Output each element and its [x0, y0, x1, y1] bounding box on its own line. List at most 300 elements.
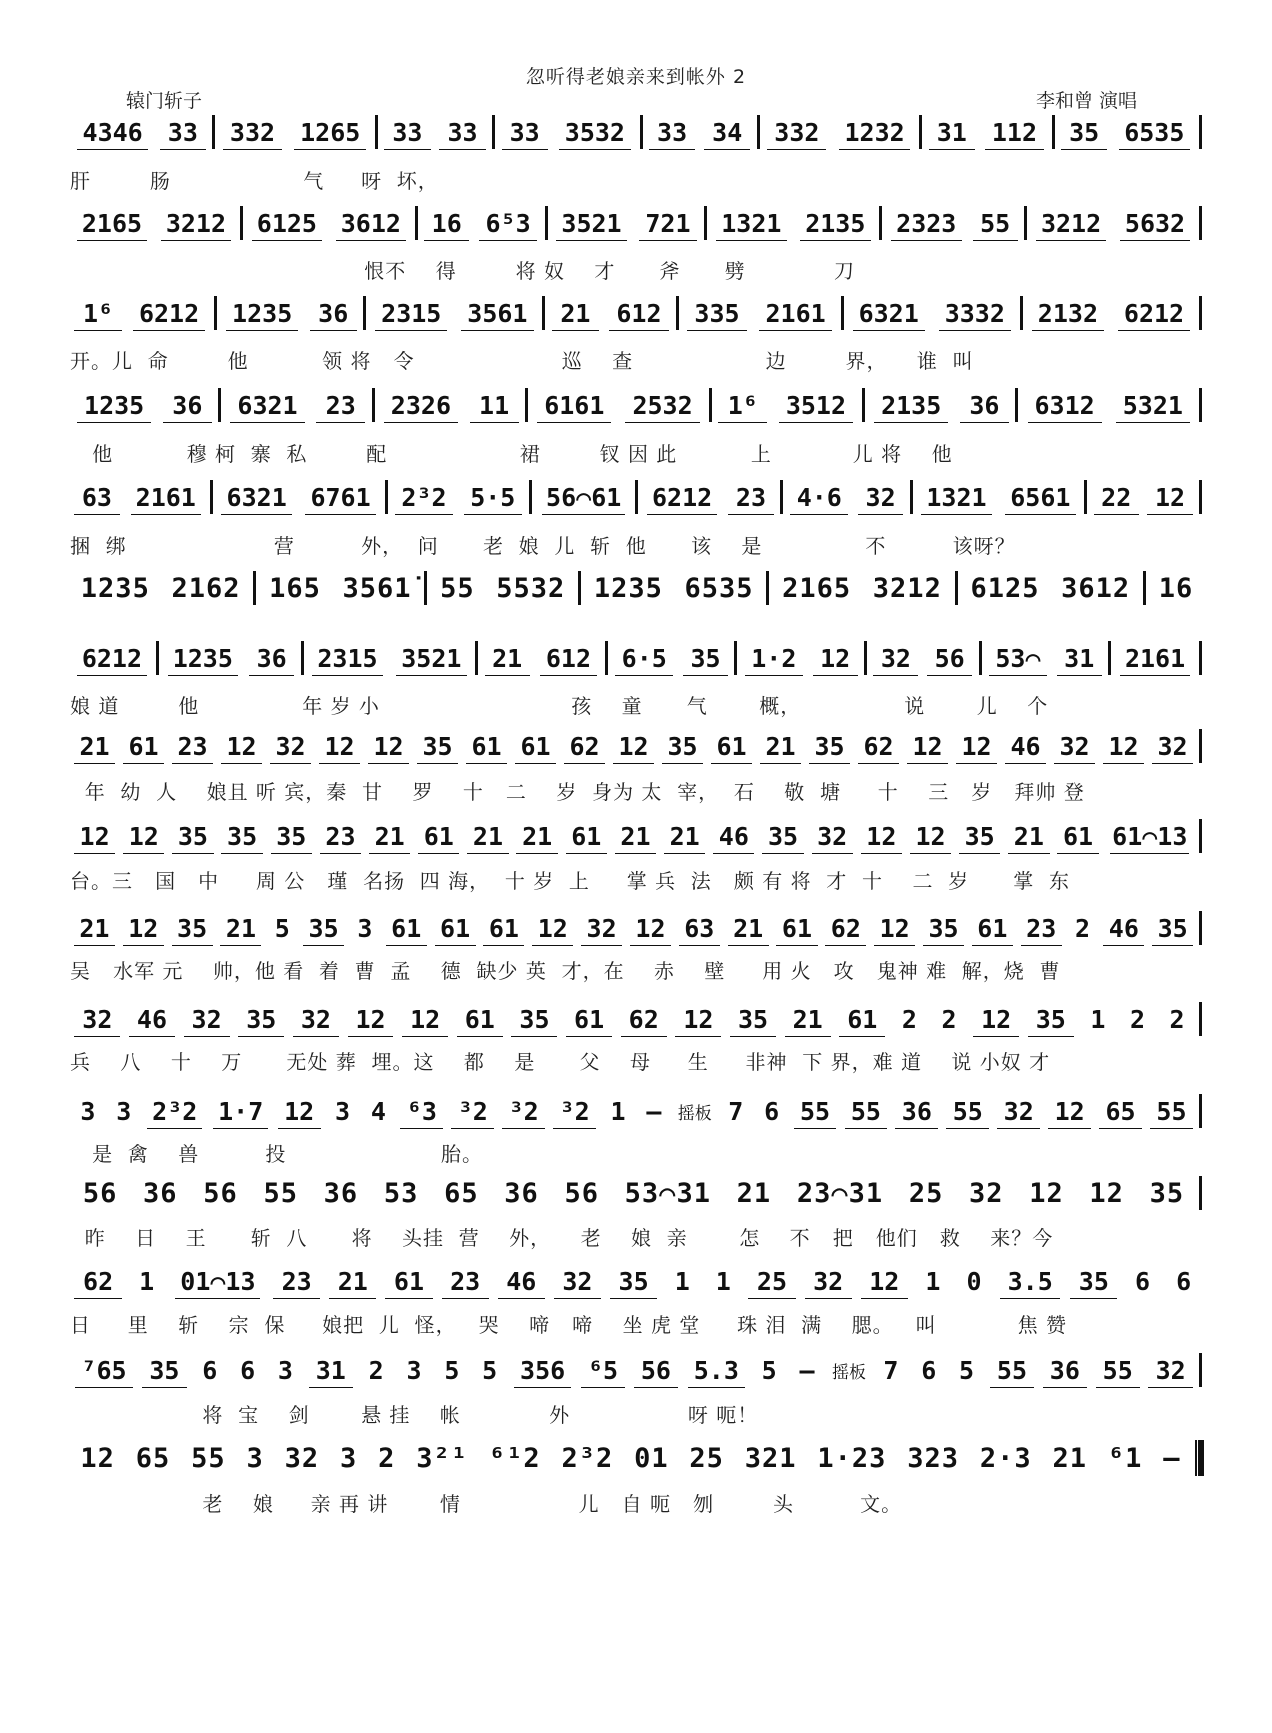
note-group: 1: [925, 1266, 941, 1296]
note-group: 35: [267, 822, 316, 851]
note-group: 6212: [70, 644, 154, 673]
note-group: 1321: [915, 483, 999, 512]
note-group: 12: [808, 644, 862, 673]
note-group: 35: [234, 1005, 289, 1034]
note-group: 55: [429, 573, 485, 604]
note-group: 36: [311, 1178, 371, 1209]
note-group: 21: [660, 822, 709, 851]
note-group: 61: [414, 822, 463, 851]
bar-line: [1199, 388, 1202, 422]
note-group: 55: [840, 1097, 891, 1126]
note-group: 56: [923, 644, 977, 673]
bar-line: [545, 206, 548, 240]
note-group: 2532: [618, 391, 706, 420]
note-group: 31: [924, 118, 979, 147]
note-group: 2161: [124, 483, 208, 512]
note-group: 7: [728, 1096, 744, 1126]
bar-line: [734, 641, 737, 675]
note-group: 63: [675, 914, 724, 943]
bar-line: [385, 480, 388, 514]
note-group: 21: [480, 644, 534, 673]
lyric-line: 昨 日 王 斩 八 将 头挂 营 外， 老 娘 亲 怎 不 把 他们 救 来？今: [70, 1226, 1054, 1250]
note-group: 1321: [709, 209, 793, 238]
note-group: 46: [493, 1267, 549, 1296]
note-group: 6161: [530, 391, 618, 420]
score-title: 忽听得老娘亲来到帐外 2: [525, 66, 747, 88]
note-group: 6125: [245, 209, 329, 238]
bar-line: [955, 571, 958, 605]
note-group: 12: [1016, 1178, 1076, 1209]
note-group: ⁶1: [1097, 1443, 1152, 1474]
note-group: 32: [274, 1443, 329, 1474]
bar-line: [1108, 641, 1111, 675]
note-group: 3212: [862, 573, 953, 604]
note-group: 6: [921, 1355, 937, 1385]
bar-line: [240, 206, 243, 240]
bar-line: [879, 206, 882, 240]
note-group: 25: [744, 1267, 800, 1296]
note-group: 6212: [126, 299, 212, 328]
tempo-mark: 摇板: [677, 1103, 712, 1124]
note-group: 3: [116, 1096, 132, 1126]
lyric-line: 娘 道 他 年 岁 小 孩 童 气 概， 说 儿 个: [70, 694, 1049, 718]
notation-line: [70, 1001, 1204, 1037]
notation-line: [70, 640, 1204, 676]
note-group: 6: [1176, 1266, 1192, 1296]
note-group: 35: [1137, 1178, 1197, 1209]
note-group: 6761: [299, 483, 383, 512]
note-group: 12: [1077, 1178, 1137, 1209]
lyric-line: 肝 肠 气 呀 坏，: [70, 169, 439, 193]
note-group: 321: [734, 1443, 807, 1474]
note-group: 35: [758, 822, 807, 851]
bar-line: [529, 480, 532, 514]
lyric-line: 老 娘 亲 再 讲 情 儿 自 呃 刎 头 文。: [70, 1492, 903, 1516]
note-group: 6: [1134, 1266, 1151, 1296]
notation-line: [70, 295, 1204, 331]
note-group: 12: [343, 1005, 398, 1034]
note-group: 61: [119, 732, 168, 761]
note-group: 12: [70, 822, 119, 851]
note-group: 2326: [377, 391, 465, 420]
note-group: 23: [168, 732, 217, 761]
note-group: 12: [119, 822, 168, 851]
bar-line: [1084, 480, 1087, 514]
final-bar-line: [1195, 1440, 1204, 1476]
notation-line: [70, 1352, 1204, 1388]
note-group: 01: [624, 1443, 679, 1474]
note-group: 55: [790, 1097, 841, 1126]
bar-line: [1199, 819, 1202, 853]
lyric-line: 恨不 得 将 奴 才 斧 劈 刀: [70, 259, 855, 283]
note-group: 35: [1057, 118, 1112, 147]
note-group: 33: [155, 118, 210, 147]
lyric-line: 台。三 国 中 周 公 瑾 名扬 四 海， 十 岁 上 掌 兵 法 颇 有 将 才 十 二 岁 掌 东: [70, 869, 1071, 893]
lyric-line: 将 宝 剑 悬 挂 帐 外 呀 呃！: [70, 1403, 759, 1427]
note-group: 12: [671, 1005, 726, 1034]
bar-line: [1015, 388, 1018, 422]
note-group: 2323: [884, 209, 968, 238]
note-group: 46: [1001, 732, 1050, 761]
note-group: 2: [1169, 1004, 1185, 1034]
note-group: 35: [955, 822, 1004, 851]
note-group: 21: [611, 822, 660, 851]
note-group: 2: [378, 1442, 396, 1474]
note-group: 32: [854, 483, 908, 512]
note-group: 1: [610, 1096, 626, 1126]
note-group: 0: [966, 1266, 982, 1296]
note-group: 3512: [772, 391, 860, 420]
note-group: 2315: [368, 299, 454, 328]
note-group: 3: [406, 1355, 422, 1385]
note-group: 2135: [867, 391, 955, 420]
note-group: 3521: [550, 209, 634, 238]
note-group: 3.5: [995, 1267, 1066, 1296]
bar-line: [372, 388, 375, 422]
bar-line: [919, 115, 922, 149]
note-group: 6535: [674, 573, 765, 604]
note-group: 6: [240, 1355, 256, 1385]
note-group: 32: [179, 1005, 234, 1034]
note-group: 61: [1053, 822, 1102, 851]
note-group: 32: [1050, 732, 1099, 761]
note-group: 1⁶: [70, 299, 126, 328]
note-group: 5: [444, 1355, 460, 1385]
note-group: 721: [634, 209, 703, 238]
note-group: 21: [217, 914, 266, 943]
note-group: 1·23: [807, 1443, 897, 1474]
note-group: 25: [679, 1443, 734, 1474]
note-group: 36: [955, 391, 1013, 420]
note-group: 323: [897, 1443, 970, 1474]
note-group: 21: [724, 1178, 784, 1209]
bar-line: [862, 388, 865, 422]
note-group: 12: [119, 914, 168, 943]
note-group: 3532: [552, 118, 637, 147]
note-group: 61: [773, 914, 822, 943]
note-group: 6321: [215, 483, 299, 512]
note-group: 165: [258, 573, 331, 604]
note-group: 6125: [960, 573, 1051, 604]
note-group: ³2: [447, 1097, 498, 1126]
note-group: 12: [903, 732, 952, 761]
note-group: 5: [274, 913, 290, 943]
note-group: 12: [398, 1005, 453, 1034]
bar-line: [1199, 115, 1202, 149]
note-group: 2: [901, 1004, 917, 1034]
note-group: 12: [609, 732, 658, 761]
note-group: 3212: [1029, 209, 1113, 238]
note-group: 61: [381, 1267, 437, 1296]
note-group: 2162: [161, 573, 252, 604]
lyric-line: 开。儿 命 他 领 将 令 巡 查 边 界， 谁 叫: [70, 349, 974, 373]
note-group: 6: [764, 1096, 780, 1126]
note-group: 61: [452, 1005, 507, 1034]
note-group: 2: [1074, 913, 1091, 943]
note-group: 1232: [832, 118, 917, 147]
note-group: 46: [125, 1005, 180, 1034]
note-group: 12: [1099, 732, 1148, 761]
note-group: 35: [218, 822, 267, 851]
notation-line: [70, 205, 1204, 241]
note-group: 5: [761, 1355, 777, 1385]
note-group: 12: [70, 1443, 125, 1474]
note-group: 35: [507, 1005, 562, 1034]
note-group: 2165: [771, 573, 862, 604]
note-group: 21: [463, 822, 512, 851]
note-group: 46: [709, 822, 758, 851]
note-group: 3612: [329, 209, 413, 238]
note-group: 3: [335, 1096, 351, 1126]
note-group: 21: [724, 914, 773, 943]
bar-line: [864, 641, 867, 675]
note-group: 36: [158, 391, 216, 420]
note-group: 65: [1095, 1097, 1146, 1126]
lyric-line: 是 禽 兽 投 胎。: [70, 1142, 483, 1166]
note-group: 22: [1089, 483, 1143, 512]
note-group: 332: [762, 118, 832, 147]
note-group: 35: [168, 914, 217, 943]
note-group: 332: [217, 118, 287, 147]
bar-line: [780, 480, 783, 514]
note-group: 65: [125, 1443, 180, 1474]
note-group: 35: [805, 732, 854, 761]
bar-line: [253, 571, 256, 605]
note-group: 61: [707, 732, 756, 761]
note-group: 1·7: [208, 1097, 274, 1126]
bar-line: [424, 571, 427, 605]
note-group: 65: [431, 1178, 491, 1209]
note-group: 32: [1144, 1356, 1197, 1385]
note-group: 62: [854, 732, 903, 761]
note-group: 2: [941, 1004, 957, 1034]
note-group: 62: [616, 1005, 671, 1034]
note-group: 1: [715, 1266, 731, 1296]
note-group: 36: [130, 1178, 190, 1209]
note-group: 3: [357, 913, 373, 943]
note-group: 16: [1148, 573, 1204, 604]
lyric-line: 捆 绑 营 外， 问 老 娘 儿 斩 他 该 是 不 该呀？: [70, 534, 1016, 558]
note-group: 5321: [1109, 391, 1197, 420]
note-group: 55: [1091, 1356, 1144, 1385]
note-group: 2³2: [142, 1097, 208, 1126]
note-group: 356: [509, 1356, 577, 1385]
note-group: 56: [70, 1178, 130, 1209]
note-group: 12: [952, 732, 1001, 761]
note-group: 1·2: [739, 644, 808, 673]
bar-line: [212, 115, 215, 149]
notation-line: [70, 1440, 1204, 1476]
note-group: 55: [251, 1178, 311, 1209]
note-group: 33: [497, 118, 552, 147]
note-group: 1235: [219, 299, 305, 328]
lyric-line: 兵 八 十 万 无处 葬 埋。这 都 是 父 母 生 非神 下 界，难 道 说 小奴 才: [70, 1050, 1051, 1074]
note-group: 12: [528, 914, 577, 943]
note-group: 2315: [306, 644, 390, 673]
note-group: 335: [681, 299, 752, 328]
bar-line: [605, 641, 608, 675]
bar-line: [1199, 480, 1202, 514]
note-group: 21: [365, 822, 414, 851]
note-group: 32: [289, 1005, 344, 1034]
note-group: 6312: [1020, 391, 1108, 420]
bar-line: [415, 206, 418, 240]
bar-line: [1199, 296, 1202, 330]
note-group: 32: [800, 1267, 856, 1296]
notation-line: [70, 570, 1204, 606]
note-group: 63: [70, 483, 124, 512]
note-group: 61: [562, 1005, 617, 1034]
bar-line: [635, 480, 638, 514]
note-group: 12: [856, 1267, 912, 1296]
note-group: 5: [959, 1355, 975, 1385]
note-group: 01⌒13: [167, 1267, 268, 1296]
note-group: 5.3: [682, 1356, 750, 1385]
bar-line: [1199, 1002, 1202, 1036]
note-group: 6212: [1111, 299, 1197, 328]
note-group: 2161: [753, 299, 839, 328]
note-group: 3: [277, 1355, 293, 1385]
note-group: 53⌒31: [612, 1178, 724, 1209]
note-group: 36: [305, 299, 361, 328]
note-group: 12: [1143, 483, 1197, 512]
note-group: ⁶¹2: [478, 1443, 551, 1474]
note-group: 35: [138, 1356, 191, 1385]
note-group: 55: [942, 1097, 993, 1126]
note-group: 23: [269, 1267, 325, 1296]
note-group: 5: [482, 1355, 498, 1385]
note-group: 12: [906, 822, 955, 851]
lyric-line: 吴 水军 元 帅，他 看 着 曹 孟 德 缺少 英 才，在 赤 壁 用 火 攻 鬼神 难 解，烧 曹: [70, 959, 1061, 983]
bar-line: [363, 296, 366, 330]
note-group: 1235: [161, 644, 245, 673]
note-group: 61: [462, 732, 511, 761]
note-group: 16: [420, 209, 474, 238]
note-group: 6·5: [610, 644, 679, 673]
note-group: 23: [437, 1267, 493, 1296]
note-group: 5·5: [458, 483, 527, 512]
note-group: 32: [956, 1178, 1016, 1209]
notation-line: [70, 1263, 1204, 1299]
note-group: 21: [70, 732, 119, 761]
note-group: 6⁵3: [474, 209, 543, 238]
note-group: 36: [1038, 1356, 1091, 1385]
bar-line: [979, 641, 982, 675]
note-group: 4: [370, 1096, 386, 1126]
note-group: 6535: [1112, 118, 1197, 147]
note-group: 2165: [70, 209, 154, 238]
note-group: 12: [217, 732, 266, 761]
note-group: 23: [724, 483, 778, 512]
note-group: 3²¹: [406, 1443, 479, 1474]
note-group: 56⌒61: [534, 483, 633, 512]
tempo-mark: 摇板: [831, 1362, 866, 1383]
bar-line: [578, 571, 581, 605]
lyric-line: 日 里 斩 宗 保 娘把 儿 怪， 哭 啼 啼 坐 虎 堂 珠 泪 满 腮。 叫 焦 赞: [70, 1313, 1067, 1337]
note-group: 61: [968, 914, 1017, 943]
note-group: 46: [1099, 914, 1148, 943]
bar-line: [676, 296, 679, 330]
note-group: –: [646, 1096, 662, 1126]
note-group: 33: [435, 118, 490, 147]
note-group: 32: [549, 1267, 605, 1296]
note-group: 3: [246, 1442, 264, 1474]
note-group: 32: [1148, 732, 1197, 761]
note-group: 112: [979, 118, 1049, 147]
note-group: 6561: [998, 483, 1082, 512]
note-group: 21: [547, 299, 603, 328]
bar-line: [156, 641, 159, 675]
note-group: 35: [413, 732, 462, 761]
bar-line: [375, 115, 378, 149]
note-group: 2³2: [390, 483, 459, 512]
note-group: 32: [577, 914, 626, 943]
note-group: 1235: [70, 391, 158, 420]
note-group: 3561: [454, 299, 540, 328]
note-group: 12: [857, 822, 906, 851]
note-group: 3: [339, 1442, 358, 1474]
note-group: 35: [919, 914, 968, 943]
tune-label: 辕门斩子: [126, 90, 203, 112]
note-group: 1⁶: [714, 391, 772, 420]
notation-line: [70, 818, 1204, 854]
bar-line: [1199, 1176, 1202, 1210]
bar-line: [704, 206, 707, 240]
note-group: 6321: [223, 391, 311, 420]
bar-line: [709, 388, 712, 422]
note-group: 32: [808, 822, 857, 851]
note-group: 56: [629, 1356, 682, 1385]
note-group: 12: [1044, 1097, 1095, 1126]
note-group: 61⌒13: [1103, 822, 1197, 851]
note-group: 1: [139, 1266, 155, 1296]
note-group: ³2: [549, 1097, 600, 1126]
bar-line: [1199, 729, 1202, 763]
note-group: 61: [511, 732, 560, 761]
note-group: 3521: [389, 644, 473, 673]
note-group: 21: [780, 1005, 835, 1034]
note-group: 6: [202, 1355, 218, 1385]
note-group: 53⌒: [984, 644, 1053, 673]
note-group: 612: [534, 644, 603, 673]
note-group: 6212: [640, 483, 724, 512]
bar-line: [1052, 115, 1055, 149]
note-group: 21: [1004, 822, 1053, 851]
note-group: 56: [190, 1178, 250, 1209]
bar-line: [1199, 1353, 1202, 1387]
note-group: 35: [1148, 914, 1197, 943]
note-group: 2135: [793, 209, 877, 238]
note-group: 36: [891, 1097, 942, 1126]
bar-line: [301, 641, 304, 675]
note-group: 21: [325, 1267, 381, 1296]
note-group: 62: [70, 1267, 126, 1296]
note-group: 61: [835, 1005, 890, 1034]
note-group: 32: [266, 732, 315, 761]
bar-line: [1199, 1094, 1202, 1128]
note-group: 4·6: [785, 483, 854, 512]
note-group: 21: [756, 732, 805, 761]
note-group: 55: [181, 1443, 236, 1474]
notation-line: [70, 1175, 1204, 1211]
note-group: 61: [480, 914, 529, 943]
note-group: 1235: [583, 573, 674, 604]
note-group: 32: [869, 644, 923, 673]
bar-line: [214, 296, 217, 330]
bar-line: [910, 480, 913, 514]
note-group: 3561̇: [332, 573, 423, 604]
note-group: 1: [1090, 1004, 1106, 1034]
